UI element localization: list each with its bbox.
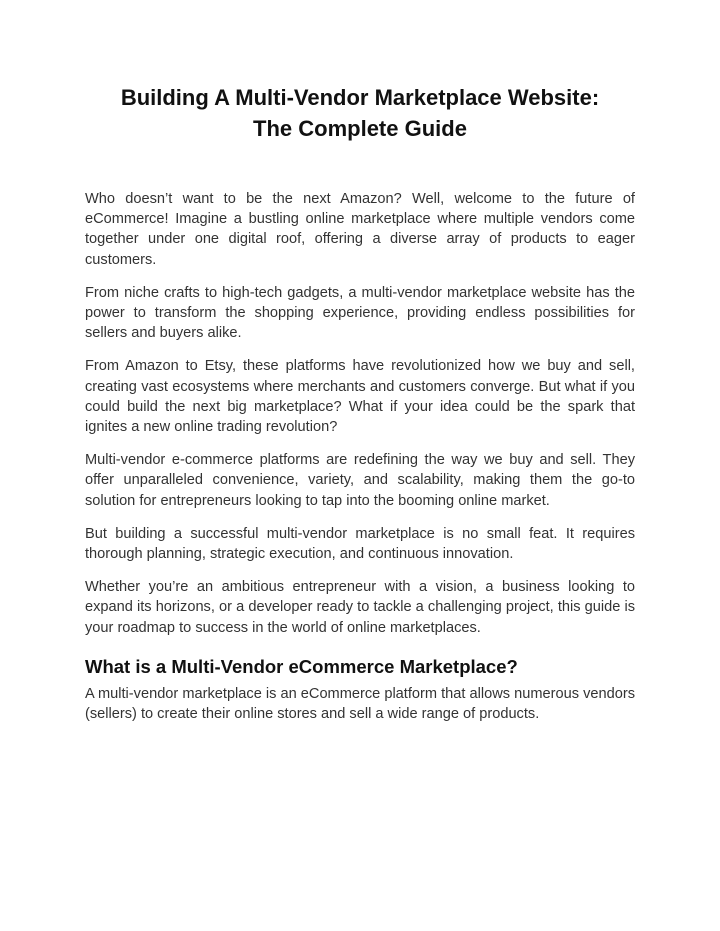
paragraph-6: Whether you’re an ambitious entrepreneur with a vision, a business looking to expand its horizons, or a developer ready to tackle a challenging project, this guide is your roadmap to success in the world of online marketplaces.: [85, 579, 635, 636]
title-line-2: The Complete Guide: [253, 116, 467, 141]
paragraph-3: From Amazon to Etsy, these platforms have revolutionized how we buy and sell, creating vast ecosystems where merchants and customers converge. But what if you could build the next big marketplace? What if your idea could be the spark that ignites a new online trading revolution?: [85, 358, 635, 436]
section-paragraph: A multi-vendor marketplace is an eCommerce platform that allows numerous vendors (sellers) to create their online stores and sell a wide range of products.: [85, 685, 635, 723]
paragraph-1: Who doesn’t want to be the next Amazon? Well, welcome to the future of eCommerce! Imagine a bustling online marketplace where multiple vendors come together under one digital roof, offering a diverse array of products to eager customers.: [85, 191, 635, 268]
intro-section: [85, 189, 635, 638]
title-line-1: Building A Multi-Vendor Marketplace Website:: [120, 85, 600, 110]
paragraph-2: From niche crafts to high-tech gadgets, a multi-vendor marketplace website has the power to transform the shopping experience, providing endless possibilities for sellers and buyers alike.: [85, 284, 635, 342]
paragraph-5: But building a successful multi-vendor marketplace is no small feat. It requires thorough planning, strategic execution, and continuous innovation.: [85, 525, 635, 563]
paragraph-4: Multi-vendor e-commerce platforms are redefining the way we buy and sell. They offer unparalleled convenience, variety, and scalability, making them the go-to solution for entrepreneurs looking to tap into the booming online market.: [85, 452, 635, 509]
section-heading: What is a Multi-Vendor eCommerce Marketplace?: [85, 655, 518, 677]
document-title: [85, 82, 635, 144]
